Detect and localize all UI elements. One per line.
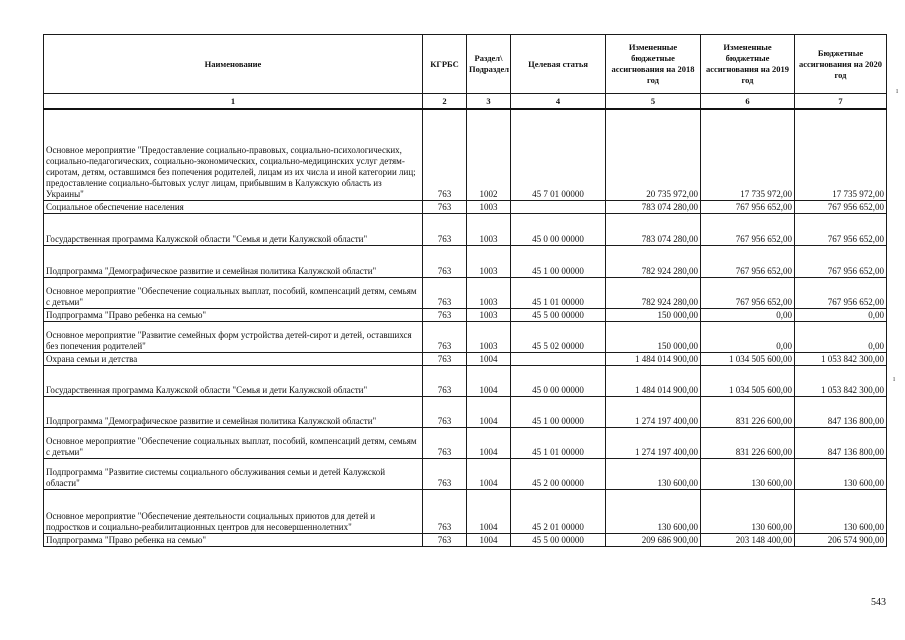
table-row [44,365,887,396]
row-target-article: 45 1 00 00000 [511,245,606,277]
row-value-2020: 0,00 [795,321,887,352]
row-value-2019: 0,00 [701,321,795,352]
row-value-2018: 1 484 014 900,00 [606,365,701,396]
table-row [44,321,887,352]
row-kgrbs: 763 [423,458,467,489]
row-value-2019: 130 600,00 [701,489,795,533]
row-value-2018: 1 274 197 400,00 [606,427,701,458]
row-value-2019: 1 034 505 600,00 [701,365,795,396]
row-value-2018: 150 000,00 [606,321,701,352]
table-row [44,245,887,277]
col-number: 4 [511,94,606,110]
row-kgrbs: 763 [423,245,467,277]
row-name: Социальное обеспечение населения [44,200,423,213]
row-kgrbs: 763 [423,365,467,396]
row-value-2019: 831 226 600,00 [701,427,795,458]
row-value-2020: 130 600,00 [795,458,887,489]
row-value-2018: 130 600,00 [606,489,701,533]
row-value-2020: 1 053 842 300,00 [795,352,887,365]
row-value-2018: 130 600,00 [606,458,701,489]
row-name: Подпрограмма "Демографическое развитие и семейная политика Калужской области" [44,396,423,427]
row-value-2018: 783 074 280,00 [606,200,701,213]
row-name: Охрана семьи и детства [44,352,423,365]
table-row [44,213,887,245]
row-value-2018: 150 000,00 [606,308,701,321]
table-row [44,427,887,458]
row-razdel: 1003 [467,200,511,213]
col-header-kgrbs: КГРБС [423,35,467,94]
row-name: Подпрограмма "Развитие системы социального обслуживания семьи и детей Калужской области" [44,458,423,489]
row-name: Основное мероприятие "Развитие семейных форм устройства детей-сирот и детей, оставшихся без попечения родителей" [44,321,423,352]
row-razdel: 1003 [467,321,511,352]
row-value-2019: 17 735 972,00 [701,109,795,200]
page-number: 543 [871,597,886,608]
row-kgrbs: 763 [423,109,467,200]
budget-table [43,34,887,547]
row-target-article: 45 5 00 00000 [511,533,606,546]
row-value-2019: 767 956 652,00 [701,245,795,277]
col-number: 1 [44,94,423,110]
row-name: Основное мероприятие "Обеспечение деятельности социальных приютов для детей и подростков и социально-реабилитационных центров для несовершеннолетних" [44,489,423,533]
row-razdel: 1003 [467,277,511,308]
table-row [44,396,887,427]
row-name: Подпрограмма "Демографическое развитие и семейная политика Калужской области" [44,245,423,277]
row-value-2020: 767 956 652,00 [795,245,887,277]
row-target-article: 45 1 00 00000 [511,396,606,427]
col-header-name: Наименование [44,35,423,94]
row-kgrbs: 763 [423,277,467,308]
row-kgrbs: 763 [423,308,467,321]
col-header-target-article: Целевая статья [511,35,606,94]
table-row [44,352,887,365]
row-value-2019: 831 226 600,00 [701,396,795,427]
row-value-2018: 1 274 197 400,00 [606,396,701,427]
row-razdel: 1004 [467,533,511,546]
row-kgrbs: 763 [423,533,467,546]
row-kgrbs: 763 [423,321,467,352]
scan-mark: ı [893,374,896,383]
row-target-article: 45 0 00 00000 [511,365,606,396]
row-kgrbs: 763 [423,489,467,533]
table-row [44,277,887,308]
row-value-2019: 130 600,00 [701,458,795,489]
row-razdel: 1002 [467,109,511,200]
table-row [44,200,887,213]
row-name: Государственная программа Калужской области "Семья и дети Калужской области" [44,365,423,396]
row-target-article: 45 7 01 00000 [511,109,606,200]
row-target-article: 45 1 01 00000 [511,277,606,308]
row-kgrbs: 763 [423,200,467,213]
row-razdel: 1003 [467,213,511,245]
row-value-2019: 767 956 652,00 [701,277,795,308]
row-target-article: 45 1 01 00000 [511,427,606,458]
row-value-2020: 130 600,00 [795,489,887,533]
row-kgrbs: 763 [423,396,467,427]
column-number-row [44,94,887,110]
row-razdel: 1004 [467,458,511,489]
row-value-2019: 0,00 [701,308,795,321]
row-value-2020: 1 053 842 300,00 [795,365,887,396]
row-target-article: 45 5 02 00000 [511,321,606,352]
row-razdel: 1004 [467,427,511,458]
row-kgrbs: 763 [423,213,467,245]
row-value-2018: 209 686 900,00 [606,533,701,546]
table-row [44,458,887,489]
header-row [44,35,887,94]
row-kgrbs: 763 [423,352,467,365]
row-target-article [511,352,606,365]
row-value-2019: 203 148 400,00 [701,533,795,546]
row-razdel: 1003 [467,308,511,321]
row-kgrbs: 763 [423,427,467,458]
col-header-razdel: Раздел\ Подраздел [467,35,511,94]
row-target-article: 45 0 00 00000 [511,213,606,245]
row-razdel: 1004 [467,489,511,533]
col-header-2018: Измененные бюджетные ассигнования на 2018 год [606,35,701,94]
table-row [44,489,887,533]
row-value-2018: 782 924 280,00 [606,245,701,277]
col-number: 5 [606,94,701,110]
col-header-2019: Измененные бюджетные ассигнования на 2019 год [701,35,795,94]
row-value-2018: 1 484 014 900,00 [606,352,701,365]
row-value-2020: 767 956 652,00 [795,213,887,245]
scan-mark: ı [896,86,899,95]
col-number: 3 [467,94,511,110]
row-value-2018: 782 924 280,00 [606,277,701,308]
row-name: Подпрограмма "Право ребенка на семью" [44,308,423,321]
row-value-2019: 767 956 652,00 [701,200,795,213]
row-target-article: 45 5 00 00000 [511,308,606,321]
row-value-2020: 17 735 972,00 [795,109,887,200]
col-number: 6 [701,94,795,110]
table-row [44,533,887,546]
row-value-2018: 783 074 280,00 [606,213,701,245]
row-razdel: 1003 [467,245,511,277]
row-name: Основное мероприятие "Обеспечение социальных выплат, пособий, компенсаций детям, семьям с детьми" [44,277,423,308]
col-number: 7 [795,94,887,110]
row-value-2020: 847 136 800,00 [795,427,887,458]
row-target-article [511,200,606,213]
row-value-2019: 767 956 652,00 [701,213,795,245]
row-target-article: 45 2 01 00000 [511,489,606,533]
table-row [44,109,887,200]
row-name: Подпрограмма "Право ребенка на семью" [44,533,423,546]
table-row [44,308,887,321]
row-value-2020: 0,00 [795,308,887,321]
row-value-2020: 767 956 652,00 [795,200,887,213]
row-value-2018: 20 735 972,00 [606,109,701,200]
row-value-2020: 206 574 900,00 [795,533,887,546]
row-razdel: 1004 [467,352,511,365]
row-target-article: 45 2 00 00000 [511,458,606,489]
row-value-2020: 847 136 800,00 [795,396,887,427]
row-razdel: 1004 [467,396,511,427]
row-name: Государственная программа Калужской области "Семья и дети Калужской области" [44,213,423,245]
row-name: Основное мероприятие "Предоставление социально-правовых, социально-психологических, социально-педагогических, социально-экономических, социально-медицинских услуг детям-сиротам, детям, оставшимся без попечения родителей, лицам из их числа и иной категории лиц; предоставление социально-бытовых услуг лицам, прибывшим в Калужскую область из Украины" [44,109,423,200]
row-razdel: 1004 [467,365,511,396]
row-value-2020: 767 956 652,00 [795,277,887,308]
row-value-2019: 1 034 505 600,00 [701,352,795,365]
row-name: Основное мероприятие "Обеспечение социальных выплат, пособий, компенсаций детям, семьям с детьми" [44,427,423,458]
col-header-2020: Бюджетные ассигнования на 2020 год [795,35,887,94]
col-number: 2 [423,94,467,110]
